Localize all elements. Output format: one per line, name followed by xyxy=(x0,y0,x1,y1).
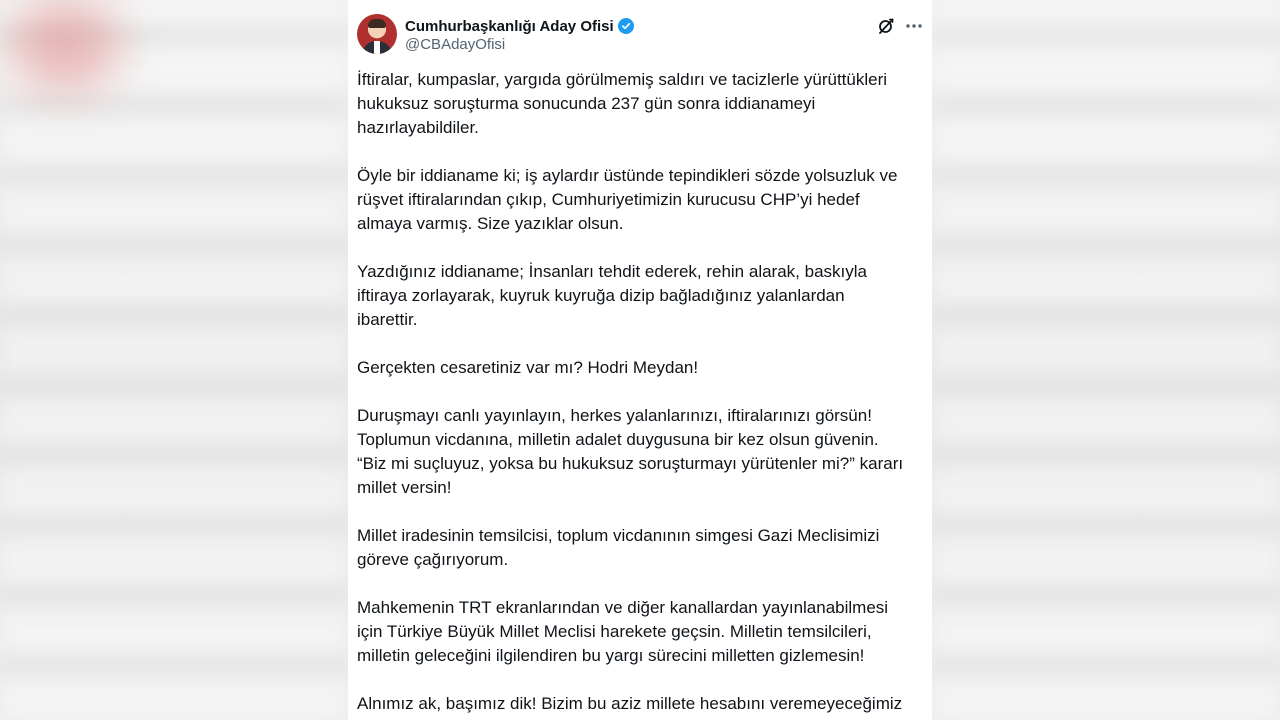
tweet-header xyxy=(348,0,932,60)
blurred-left-panel xyxy=(0,0,348,720)
more-horizontal-icon[interactable] xyxy=(904,16,924,36)
tweet-paragraph-3: Yazdığınız iddianame; İnsanları tehdit ederek, rehin alarak, baskıyla iftiraya zorlayarak, kuyruk kuyruğa dizip bağladığınız yalanlardan ibarettir. xyxy=(357,262,867,329)
tweet-card xyxy=(348,0,932,720)
tweet-paragraph-8: Alnımız ak, başımız dik! Bizim bu aziz millete hesabını veremeyeceğimiz xyxy=(357,694,903,713)
verified-badge-icon[interactable] xyxy=(618,18,634,34)
blurred-left-blob xyxy=(10,0,120,90)
author-handle[interactable]: @CBAdayOfisi xyxy=(405,36,506,53)
avatar-hair xyxy=(368,19,386,28)
avatar-shirt xyxy=(374,41,380,54)
blurred-right-panel xyxy=(932,0,1280,720)
tweet-paragraph-4: Gerçekten cesaretiniz var mı? Hodri Meydan! xyxy=(357,358,699,377)
tweet-paragraph-6: Millet iradesinin temsilcisi, toplum vicdanının simgesi Gazi Meclisimizi göreve çağırıyorum. xyxy=(357,526,880,569)
avatar[interactable] xyxy=(357,14,397,54)
author-display-name[interactable]: Cumhurbaşkanlığı Aday Ofisi xyxy=(405,17,614,35)
tweet-paragraph-5: Duruşmayı canlı yayınlayın, herkes yalanlarınızı, iftiralarınızı görsün! Toplumun vicdanına, milletin adalet duygusuna bir kez olsun güvenin. “Biz mi suçluyuz, yoksa bu hukuksuz soruşturmayı yürütenler mi?” kararı millet versin! xyxy=(357,406,904,497)
tweet-text xyxy=(357,68,917,720)
tweet-paragraph-1: İftiralar, kumpaslar, yargıda görülmemiş saldırı ve tacizlerle yürüttükleri hukuksuz soruşturma sonucunda 237 gün sonra iddianameyi hazırlayabildiler. xyxy=(357,70,888,137)
tweet-paragraph-7: Mahkemenin TRT ekranlarından ve diğer kanallardan yayınlanabilmesi için Türkiye Büyük Millet Meclisi harekete geçsin. Milletin temsilcileri, milletin geleceğini ilgilendiren bu yargı sürecini milletten gizlemesin! xyxy=(357,598,889,665)
tweet-paragraph-2: Öyle bir iddianame ki; iş aylardır üstünde tepindikleri sözde yolsuzluk ve rüşvet iftiralarından çıkıp, Cumhuriyetimizin kurucusu CHP’yi hedef almaya varmış. Size yazıklar olsun. xyxy=(357,166,898,233)
author-name-row xyxy=(405,16,634,36)
grok-slash-icon[interactable] xyxy=(876,16,896,36)
